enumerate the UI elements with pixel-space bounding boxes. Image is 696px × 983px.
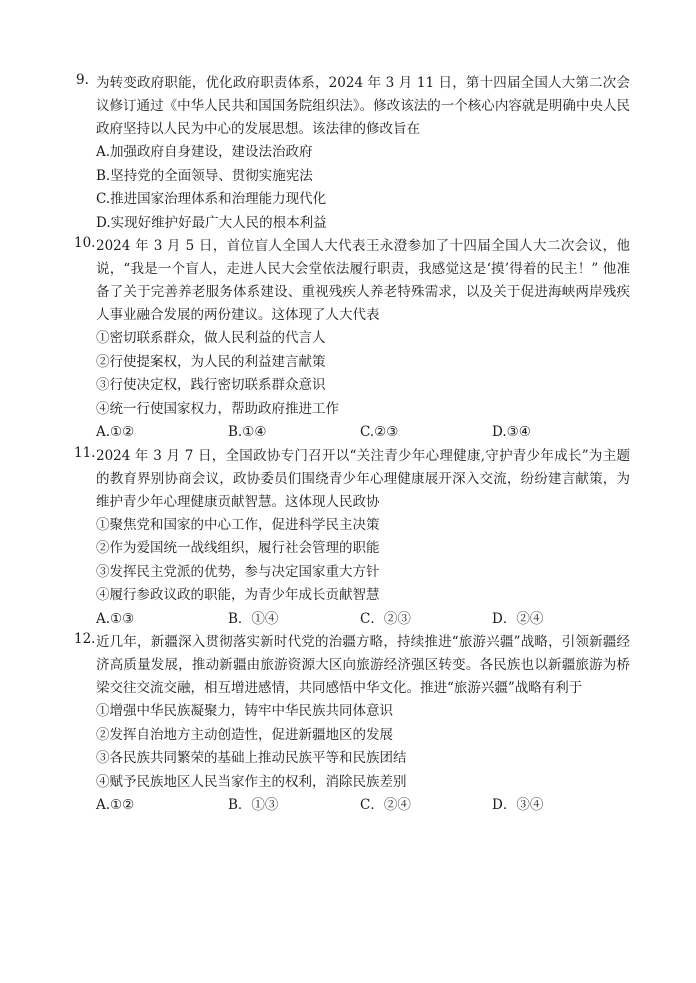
question-stem: 2024 年 3 月 7 日，全国政协专门召开以“关注青少年心理健康,守护青少年成长”为主题的教育界别协商会议，政协委员们围绕青少年心理健康展开深入交流，纷纷建言献策，为维护青少年心理健康贡献智慧。这体现人民政协 xyxy=(96,447,630,510)
question-number: 9. xyxy=(76,72,89,88)
question-number: 10. xyxy=(74,235,96,251)
question-9 xyxy=(76,72,630,235)
statement-3: ③各民族共同繁荣的基础上推动民族平等和民族团结 xyxy=(96,750,407,766)
statement-2: ②发挥自治地方主动创造性，促进新疆地区的发展 xyxy=(96,726,393,743)
statement-2: ②行使提案权，为人民的利益建言献策 xyxy=(96,353,326,370)
choice-a: A.①② xyxy=(96,424,135,440)
option-c: C.推进国家治理体系和治理能力现代化 xyxy=(96,191,327,207)
answer-choices xyxy=(96,608,630,632)
answer-choices xyxy=(96,794,630,818)
statement-1: ①密切联系群众，做人民利益的代言人 xyxy=(96,330,326,346)
question-number: 12. xyxy=(74,631,96,647)
question-stem: 近几年，新疆深入贯彻落实新时代党的治疆方略，持续推进“旅游兴疆”战略，引领新疆经济高质量发展，推动新疆由旅游资源大区向旅游经济强区转变。各民族也以新疆旅游为桥梁交往交流交融，相互增进感情，共同感悟中华文化。推进“旅游兴疆”战略有利于 xyxy=(96,634,630,696)
option-b: B.坚持党的全面领导、贯彻实施宪法 xyxy=(96,167,313,184)
statement-4: ④赋予民族地区人民当家作主的权利，消除民族差别 xyxy=(96,773,407,790)
question-12 xyxy=(76,631,630,818)
question-11 xyxy=(76,445,630,632)
question-stem: 为转变政府职能，优化政府职责体系，2024 年 3 月 11 日，第十四届全国人大第二次会议修订通过《中华人民共和国国务院组织法》。修改该法的一个核心内容就是明确中央人民政府坚持以人民为中心的发展思想。该法律的修改旨在 xyxy=(96,75,630,137)
option-d: D.实现好维护好最广大人民的根本利益 xyxy=(96,214,327,231)
statement-2: ②作为爱国统一战线组织，履行社会管理的职能 xyxy=(96,540,380,556)
choice-b: B.①④ xyxy=(228,424,267,440)
option-a: A.加强政府自身建设，建设法治政府 xyxy=(96,144,313,160)
choice-b: B．①③ xyxy=(228,797,279,813)
question-number: 11. xyxy=(74,444,96,461)
choice-b: B．①④ xyxy=(228,610,279,627)
choice-d: D.③④ xyxy=(492,424,531,440)
choice-a: A.①③ xyxy=(96,610,135,627)
statement-1: ①聚焦党和国家的中心工作，促进科学民主决策 xyxy=(96,516,380,533)
statement-3: ③行使决定权，践行密切联系群众意识 xyxy=(96,377,326,393)
statement-3: ③发挥民主党派的优势，参与决定国家重大方针 xyxy=(96,563,380,580)
choice-d: D．③④ xyxy=(492,797,544,813)
statement-1: ①增强中华民族凝聚力，铸牢中华民族共同体意识 xyxy=(96,703,393,719)
question-10 xyxy=(76,235,630,445)
choice-c: C.②③ xyxy=(360,424,399,440)
statement-4: ④统一行使国家权力，帮助政府推进工作 xyxy=(96,400,339,417)
choice-c: C．②③ xyxy=(360,610,411,627)
question-stem: 2024 年 3 月 5 日，首位盲人全国人大代表王永澄参加了十四届全国人大二次会议，他说，“我是一个盲人，走进人民大会堂依法履行职责，我感觉这是‘摸’得着的民主！” 他准备了关于完善养老服务体系建设、重视残疾人养老特殊需求，以及关于促进海峡两岸残疾人事业融合发展的两份建议。这体现了人大代表 xyxy=(96,238,630,323)
choice-a: A.①② xyxy=(96,797,135,813)
choice-c: C．②④ xyxy=(360,797,411,813)
statement-4: ④履行参政议政的职能，为青少年成长贡献智慧 xyxy=(96,587,380,603)
answer-choices xyxy=(96,421,630,445)
choice-d: D．②④ xyxy=(492,610,544,627)
